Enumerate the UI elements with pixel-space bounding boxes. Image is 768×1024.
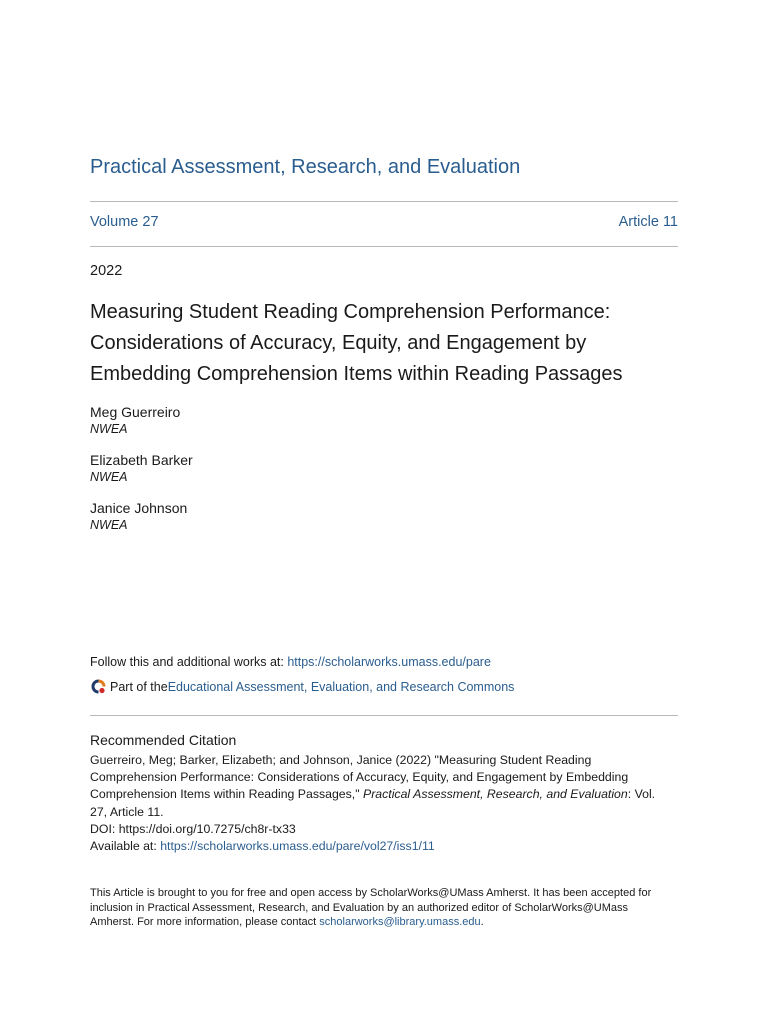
available-text: Available at: bbox=[90, 839, 161, 854]
follow-line bbox=[90, 655, 491, 669]
author-entry bbox=[90, 452, 193, 485]
paper-title-line: Considerations of Accuracy, Equity, and Engagement by bbox=[90, 332, 587, 354]
citation-text: Comprehension Items within Reading Passages," bbox=[90, 787, 363, 802]
journal-title-link[interactable]: Practical Assessment, Research, and Evaluation bbox=[90, 156, 521, 178]
commons-link[interactable]: Educational Assessment, Evaluation, and Research Commons bbox=[167, 679, 515, 694]
article-link[interactable]: Article 11 bbox=[618, 214, 678, 230]
author-affiliation: NWEA bbox=[90, 518, 128, 532]
divider-bottom bbox=[90, 715, 678, 716]
author-affiliation: NWEA bbox=[90, 422, 128, 436]
part-of-line bbox=[90, 678, 514, 695]
author-name: Meg Guerreiro bbox=[90, 404, 181, 420]
cover-page bbox=[90, 0, 678, 1024]
author-name: Elizabeth Barker bbox=[90, 452, 193, 468]
citation-available bbox=[90, 838, 678, 855]
citation-line: Comprehension Performance: Considerations of Accuracy, Equity, and Engagement by Embedding bbox=[90, 770, 629, 785]
paper-title-line: Measuring Student Reading Comprehension Performance: bbox=[90, 301, 611, 323]
divider-middle bbox=[90, 246, 678, 247]
part-of-text: Part of the bbox=[110, 679, 168, 694]
notice-line bbox=[90, 915, 678, 930]
author-entry bbox=[90, 404, 180, 437]
citation-doi: DOI: https://doi.org/10.7275/ch8r-tx33 bbox=[90, 821, 296, 836]
notice-text: Amherst. For more information, please contact bbox=[90, 916, 320, 928]
paper-title bbox=[90, 297, 678, 390]
citation-journal-name: Practical Assessment, Research, and Evaluation bbox=[363, 787, 628, 802]
citation-text: : Vol. bbox=[627, 787, 656, 802]
follow-text: Follow this and additional works at: bbox=[90, 655, 288, 669]
notice-line: This Article is brought to you for free and open access by ScholarWorks@UMass Amherst. It has been accepted for bbox=[90, 887, 652, 899]
follow-link[interactable]: https://scholarworks.umass.edu/pare bbox=[287, 655, 491, 669]
publication-year: 2022 bbox=[90, 263, 123, 279]
notice-line: inclusion in Practical Assessment, Research, and Evaluation by an authorized editor of ScholarWorks@UMass bbox=[90, 901, 628, 914]
volume-link[interactable]: Volume 27 bbox=[90, 214, 159, 230]
paper-title-line: Embedding Comprehension Items within Reading Passages bbox=[90, 363, 623, 385]
notice-text: . bbox=[480, 916, 484, 928]
author-entry bbox=[90, 500, 187, 533]
bepress-commons-icon bbox=[90, 678, 107, 695]
citation-line bbox=[90, 786, 678, 803]
author-affiliation: NWEA bbox=[90, 470, 128, 484]
available-link[interactable]: https://scholarworks.umass.edu/pare/vol27/iss1/11 bbox=[160, 839, 435, 854]
citation-line: 27, Article 11. bbox=[90, 804, 164, 819]
contact-email-link[interactable]: scholarworks@library.umass.edu bbox=[319, 916, 481, 928]
author-name: Janice Johnson bbox=[90, 500, 188, 516]
recommended-citation bbox=[90, 752, 678, 855]
citation-line: Guerreiro, Meg; Barker, Elizabeth; and Johnson, Janice (2022) "Measuring Student Reading bbox=[90, 753, 592, 767]
access-notice bbox=[90, 886, 678, 930]
divider-top bbox=[90, 201, 678, 202]
citation-heading: Recommended Citation bbox=[90, 732, 237, 748]
